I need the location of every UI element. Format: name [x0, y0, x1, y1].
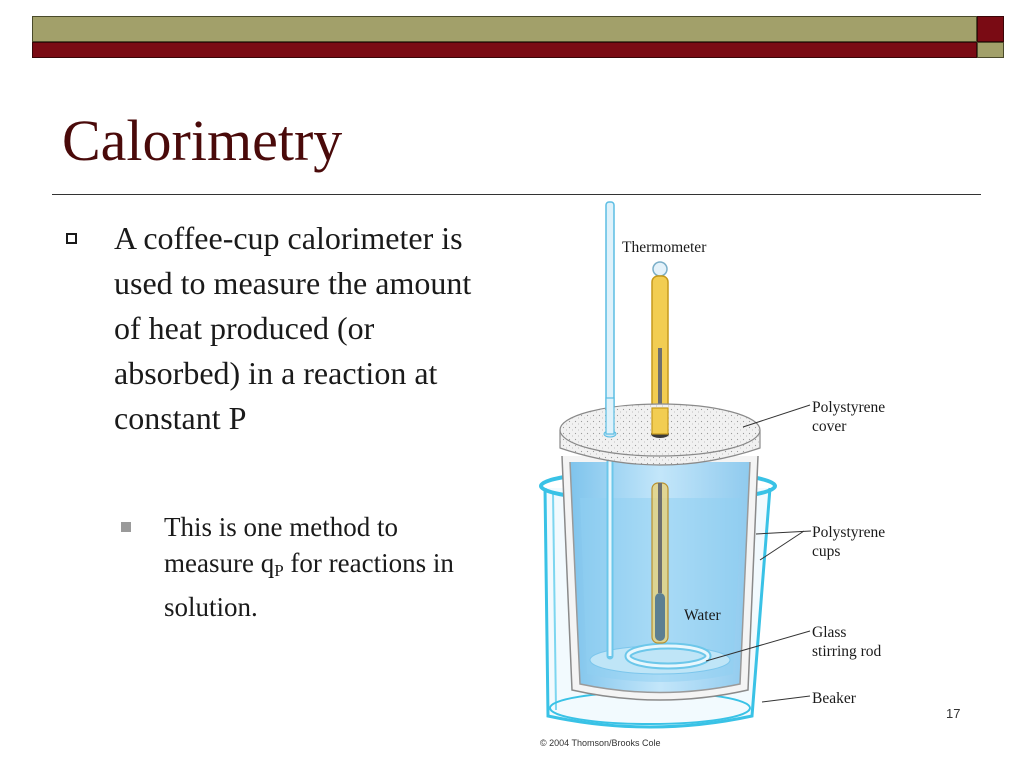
- corner-square-olive: [977, 42, 1004, 58]
- label-cover-line1: Polystyrene: [812, 399, 886, 416]
- top-bar-maroon: [32, 42, 977, 58]
- corner-square-maroon: [977, 16, 1004, 42]
- hollow-square-bullet-icon: [66, 233, 77, 244]
- calorimeter-figure: [520, 198, 960, 754]
- sub-bullet-text-end: for reactions in solution.: [164, 548, 454, 622]
- sub-bullet-subscript: P: [274, 561, 284, 580]
- filled-square-bullet-icon: [121, 522, 131, 532]
- label-water: Water: [684, 607, 721, 624]
- label-cups-line2: cups: [812, 543, 841, 560]
- figure-credit: © 2004 Thomson/Brooks Cole: [540, 738, 661, 748]
- sub-bullet-text-start: This is one method to measure q: [164, 512, 398, 578]
- sub-bullet-text: [164, 509, 484, 625]
- label-rod-line2: stirring rod: [812, 643, 882, 660]
- label-beaker: Beaker: [812, 690, 856, 707]
- label-cover-line2: cover: [812, 418, 847, 435]
- top-bar-olive: [32, 16, 977, 42]
- label-rod-line1: Glass: [812, 624, 847, 641]
- slide-title: Calorimetry: [62, 108, 343, 173]
- label-cups-line1: Polystyrene: [812, 524, 886, 541]
- label-thermometer: Thermometer: [622, 239, 707, 256]
- slide-number: 17: [946, 706, 961, 721]
- title-underline: [52, 194, 981, 195]
- polystyrene-cover-shape: [560, 398, 760, 465]
- main-bullet-text: A coffee-cup calorimeter is used to measure the amount of heat produced (or absorbed) in a reaction at constant P: [114, 220, 472, 436]
